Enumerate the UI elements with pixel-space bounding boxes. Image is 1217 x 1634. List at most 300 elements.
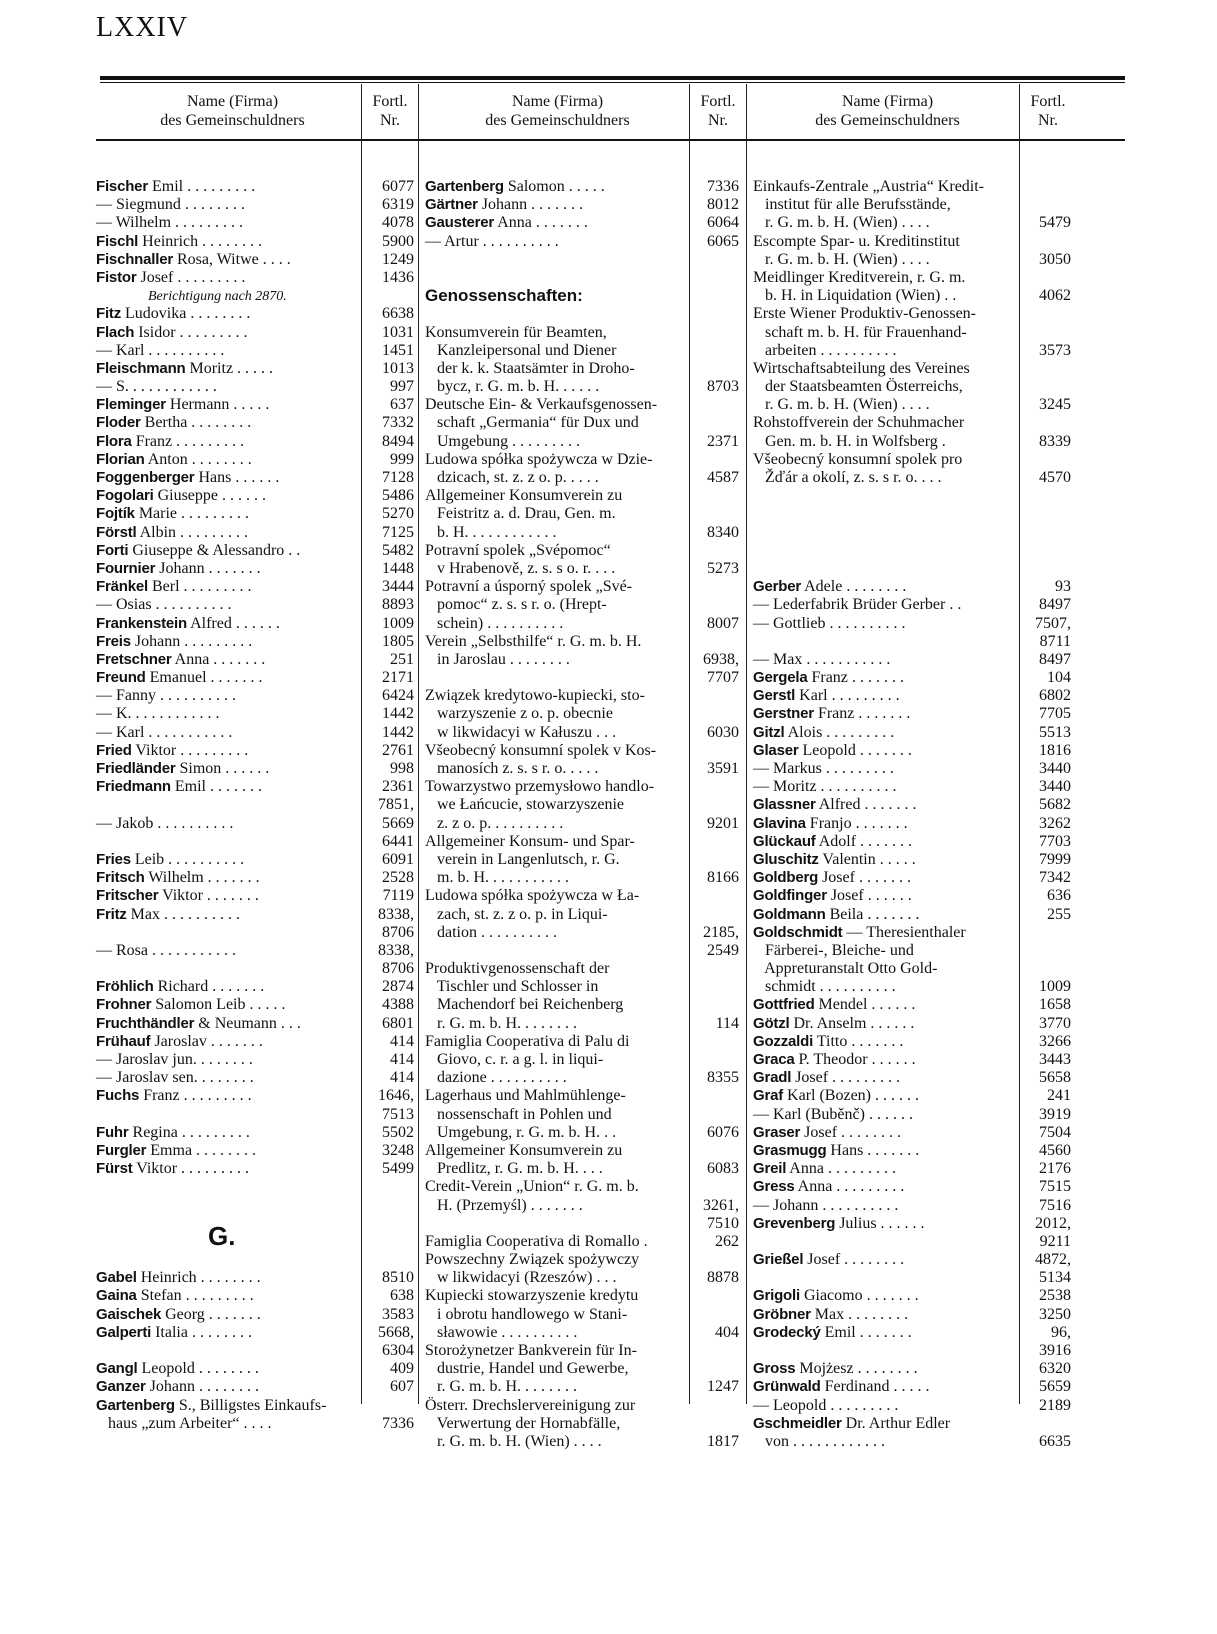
entry-name — [425, 833, 635, 851]
entry-text: Deutsche Ein- & Verkaufsgenossen- — [425, 396, 658, 414]
list-item — [753, 214, 1071, 232]
entry-name — [753, 269, 965, 287]
entry-number: 2176 — [1039, 1160, 1071, 1178]
entry-surname: Graf — [753, 1087, 784, 1105]
entry-number: 3440 — [1039, 778, 1071, 796]
column-divider — [746, 84, 747, 1404]
entry-name — [96, 996, 286, 1014]
entry-name — [425, 1142, 622, 1160]
entry-surname: Furgler — [96, 1141, 147, 1159]
entry-name — [96, 433, 244, 451]
header-name-line1: Name (Firma) — [511, 93, 604, 110]
entry-number: 8497 — [1039, 650, 1071, 668]
entry-text: Josef . . . . . . . . . — [136, 268, 246, 286]
list-item — [96, 469, 418, 487]
list-item — [753, 869, 1071, 887]
entry-name — [96, 378, 217, 396]
entry-number: 3261, — [703, 1196, 739, 1214]
list-item — [96, 996, 418, 1014]
entry-surname: Gluschitz — [753, 850, 819, 868]
entry-name — [753, 906, 919, 924]
entry-text: der Staatsbeamten Österreichs, — [753, 378, 963, 396]
entry-text: Josef . . . . . . . . — [800, 1123, 902, 1141]
list-item — [753, 1251, 1071, 1269]
entry-surname: Fröhlich — [96, 978, 154, 996]
entry-name — [753, 324, 967, 342]
list-item — [96, 796, 418, 814]
entry-name — [425, 978, 598, 996]
entry-text: dation . . . . . . . . . . — [425, 923, 557, 941]
list-item — [96, 433, 418, 451]
entry-text: Związek kredytowo-kupiecki, sto- — [425, 687, 645, 705]
entry-name — [96, 851, 244, 869]
entry-surname: Fitz — [96, 305, 122, 323]
entry-number: 5270 — [382, 505, 414, 523]
entry-name — [96, 742, 248, 760]
list-item — [753, 1342, 1071, 1360]
entry-number: 8703 — [707, 378, 739, 396]
entry-number: 7332 — [382, 414, 414, 432]
entry-text: — Karl (Buběnč) . . . . . . — [753, 1105, 913, 1123]
entry-name — [753, 378, 963, 396]
entry-name — [753, 833, 912, 851]
top-rule — [100, 76, 1125, 80]
entry-text: schaft m. b. H. für Frauenhand- — [753, 323, 967, 341]
entry-text: Kupiecki stowarzyszenie kredytu — [425, 1287, 639, 1305]
entry-number: 5668, — [378, 1323, 414, 1341]
entry-surname: Gangl — [96, 1360, 138, 1378]
list-item — [425, 1287, 743, 1305]
entry-name — [753, 414, 964, 432]
entry-number: 7336 — [707, 178, 739, 195]
entry-name — [753, 1287, 919, 1305]
list-item — [96, 196, 418, 214]
list-item — [425, 469, 743, 487]
entry-text: r. G. m. b. H. (Wien) . . . . — [753, 250, 930, 268]
entry-name — [753, 578, 906, 596]
entry-name — [96, 269, 245, 287]
entry-name — [425, 1106, 612, 1124]
entry-name — [753, 469, 942, 487]
entry-number: 8355 — [707, 1069, 739, 1087]
list-item — [425, 251, 743, 269]
list-item — [425, 342, 743, 360]
entry-name — [425, 1324, 577, 1342]
entry-number: 3250 — [1039, 1305, 1071, 1323]
entry-text: Salomon . . . . . — [503, 178, 605, 195]
entry-number: 998 — [390, 760, 414, 777]
entry-surname: Glavina — [753, 814, 806, 832]
entry-name — [753, 815, 908, 833]
entry-number: 2189 — [1039, 1396, 1071, 1414]
entry-text: Josef . . . . . . . . — [803, 1251, 905, 1269]
entry-number: 2761 — [382, 741, 414, 759]
entry-name — [96, 1287, 254, 1305]
entry-name — [96, 669, 263, 687]
entry-text: Žďár a okolí, z. s. s r. o. . . . — [753, 469, 942, 486]
list-item — [425, 1178, 743, 1196]
entry-name — [753, 669, 904, 687]
entry-name — [96, 542, 300, 560]
entry-number: 8711 — [1039, 632, 1071, 650]
entry-number: 1009 — [382, 614, 414, 632]
list-item — [425, 305, 743, 323]
entry-text: Anna . . . . . . . — [494, 214, 588, 232]
entry-name — [753, 1360, 918, 1378]
entry-surname: Grünwald — [753, 1378, 821, 1396]
entry-name — [753, 869, 911, 887]
list-item — [753, 978, 1071, 996]
entry-surname: Grießel — [753, 1251, 804, 1269]
entry-text: — Markus . . . . . . . . . — [753, 760, 894, 777]
entry-surname: Gerber — [753, 578, 801, 596]
list-item — [96, 869, 418, 887]
entry-text: Emma . . . . . . . . — [146, 1141, 257, 1159]
entry-number: 3583 — [382, 1305, 414, 1323]
entry-name — [96, 1324, 252, 1342]
entry-text: r. G. m. b. H. . . . . . . . — [425, 1014, 577, 1032]
entry-text: Dr. Arthur Edler — [841, 1414, 951, 1432]
entry-text: Stefan . . . . . . . . . — [136, 1287, 254, 1305]
entry-surname: Galperti — [96, 1323, 152, 1341]
entry-surname: Fistor — [96, 268, 137, 286]
list-item — [425, 869, 743, 887]
list-item — [753, 1124, 1071, 1142]
entry-text: — Leopold . . . . . . . . . — [753, 1396, 899, 1414]
entry-surname: Graser — [753, 1123, 801, 1141]
entry-name — [753, 1124, 901, 1142]
entry-number: 1436 — [382, 268, 414, 286]
entry-name — [96, 469, 279, 487]
entry-name — [753, 960, 937, 978]
entry-name — [753, 760, 894, 778]
entry-number: 9211 — [1039, 1232, 1071, 1250]
entry-text: — Rosa . . . . . . . . . . . — [96, 941, 236, 959]
entry-number: 7342 — [1039, 869, 1071, 887]
entry-text: der k. k. Staatsämter in Droho- — [425, 359, 635, 377]
entry-surname: Fleischmann — [96, 359, 186, 377]
entry-name — [753, 1415, 950, 1433]
entry-text: Famiglia Cooperativa di Palu di — [425, 1032, 630, 1050]
entry-text: von . . . . . . . . . . . . — [753, 1432, 885, 1450]
entry-name — [96, 524, 248, 542]
entry-number: 8007 — [707, 614, 739, 632]
entry-number: 3248 — [382, 1141, 414, 1159]
list-item — [96, 342, 418, 360]
entry-name — [96, 214, 243, 232]
entry-name — [96, 1069, 254, 1087]
entry-name — [425, 724, 616, 742]
list-item — [425, 196, 743, 214]
list-item — [425, 687, 743, 705]
entry-name — [753, 287, 956, 305]
list-item — [753, 178, 1071, 196]
entry-number: 7515 — [1039, 1178, 1071, 1196]
list-item — [425, 560, 743, 578]
list-item — [96, 1415, 418, 1433]
entry-text: m. b. H. . . . . . . . . . . — [425, 869, 569, 887]
entry-number: 1816 — [1039, 741, 1071, 759]
entry-text: Josef . . . . . . . . . — [791, 1069, 901, 1087]
entry-number: 638 — [390, 1287, 414, 1305]
list-item — [753, 287, 1071, 305]
entry-text: Anna . . . . . . . . . — [794, 1178, 905, 1196]
entry-number: 414 — [390, 1069, 414, 1087]
entry-text: Einkaufs-Zentrale „Austria“ Kredit- — [753, 178, 985, 195]
entry-name — [425, 1415, 620, 1433]
entry-name — [753, 360, 970, 378]
header-name-line2: des Gemeinschuldners — [160, 112, 305, 129]
entry-number: 96, — [1051, 1323, 1071, 1341]
entry-name — [96, 196, 245, 214]
entry-surname: Gradl — [753, 1069, 792, 1087]
entry-name — [753, 1033, 903, 1051]
list-item — [425, 578, 743, 596]
entry-number: 241 — [1047, 1087, 1071, 1105]
list-item — [425, 396, 743, 414]
entry-name — [96, 342, 224, 360]
entry-name — [425, 342, 616, 360]
list-item — [96, 214, 418, 232]
entry-surname: Glaser — [753, 741, 799, 759]
entry-text: Giuseppe & Alessandro . . — [128, 541, 301, 559]
entry-text: Predlitz, r. G. m. b. H. . . . — [425, 1160, 603, 1178]
entry-name — [425, 651, 570, 669]
entry-text: Feistritz a. d. Drau, Gen. m. — [425, 505, 616, 523]
entry-number: 5513 — [1039, 723, 1071, 741]
entry-text: Potravní a úsporný spolek „Své- — [425, 578, 633, 596]
entry-name — [753, 342, 897, 360]
entry-number: 3916 — [1039, 1342, 1071, 1359]
entry-name — [425, 1378, 577, 1396]
entry-name — [425, 596, 607, 614]
entry-surname: Fischer — [96, 178, 148, 195]
entry-text: Wirtschaftsabteilung des Vereines — [753, 359, 970, 377]
list-item — [425, 1342, 743, 1360]
entry-surname: Fuchs — [96, 1087, 140, 1105]
entry-text: Umgebung, r. G. m. b. H. . . — [425, 1123, 617, 1141]
entry-name — [425, 214, 588, 232]
entry-surname: Fleminger — [96, 396, 166, 414]
entry-name — [753, 251, 930, 269]
list-item — [425, 1233, 743, 1251]
entry-name — [96, 487, 266, 505]
list-item — [96, 633, 418, 651]
entry-name — [425, 360, 635, 378]
list-item — [96, 1160, 418, 1178]
entry-text: Salomon Leib . . . . . — [151, 996, 286, 1014]
list-item — [753, 1033, 1071, 1051]
entry-number: 6802 — [1039, 687, 1071, 705]
entry-surname: Fritsch — [96, 869, 145, 887]
entry-text: dzicach, st. z. z o. p. . . . . — [425, 469, 599, 486]
entry-text: Emil . . . . . . . — [170, 778, 262, 796]
list-item — [425, 360, 743, 378]
entry-number: 7507, — [1035, 614, 1071, 632]
entry-name — [425, 451, 652, 469]
entry-name — [753, 978, 896, 996]
entry-number: 3573 — [1039, 341, 1071, 359]
entry-number: 7705 — [1039, 705, 1071, 723]
correction-note — [148, 287, 287, 306]
entry-surname: Flora — [96, 432, 132, 450]
entry-text: Alois . . . . . . . . . — [784, 723, 895, 741]
entry-name — [753, 1397, 898, 1415]
entry-text: nossenschaft in Pohlen und — [425, 1105, 612, 1123]
entry-text: Storożynetzer Bankverein für In- — [425, 1342, 637, 1359]
list-item — [96, 760, 418, 778]
entry-text: Johann . . . . . . . — [155, 559, 261, 577]
entry-name — [753, 887, 912, 905]
entry-surname: Fuhr — [96, 1123, 129, 1141]
entry-surname: Fretschner — [96, 650, 172, 668]
list-item — [96, 360, 418, 378]
entry-surname: Goldmann — [753, 905, 826, 923]
entry-name — [96, 687, 236, 705]
entry-text: Johann . . . . . . . — [477, 196, 584, 214]
entry-name — [753, 433, 946, 451]
section-heading-text: Genossenschaften: — [425, 286, 583, 306]
entry-number: 9201 — [707, 814, 739, 832]
header-name — [110, 92, 355, 130]
entry-text: — Jaroslav sen. . . . . . . . — [96, 1069, 254, 1087]
list-item — [425, 178, 743, 196]
list-item — [96, 1106, 418, 1124]
list-item — [753, 505, 1071, 523]
entry-name — [425, 560, 615, 578]
header-nr — [690, 92, 746, 130]
entry-text: Allgemeiner Konsumverein zu — [425, 487, 623, 505]
entry-text: r. G. m. b. H. . . . . . . . — [425, 1378, 577, 1396]
list-item — [753, 796, 1071, 814]
entry-text: Mojżesz . . . . . . . . — [795, 1360, 918, 1378]
entry-surname: Gross — [753, 1360, 796, 1378]
entry-text: Escompte Spar- u. Kreditinstitut — [753, 232, 960, 250]
entry-number: 3591 — [707, 760, 739, 777]
list-item — [96, 1306, 418, 1324]
entry-number: 7510 — [707, 1214, 739, 1232]
entry-name — [425, 487, 622, 505]
entry-text: Allgemeiner Konsumverein zu — [425, 1141, 623, 1159]
entry-name — [96, 451, 252, 469]
entry-name — [753, 742, 912, 760]
list-item — [425, 1251, 743, 1269]
entry-name — [425, 705, 613, 723]
entry-number: 1451 — [382, 341, 414, 359]
entry-text: — Jaroslav jun. . . . . . . . — [96, 1051, 253, 1068]
entry-surname: Gaina — [96, 1287, 137, 1305]
entry-surname: Gartenberg — [425, 178, 504, 195]
list-item — [753, 1178, 1071, 1196]
list-item — [96, 1124, 418, 1142]
entry-text: z. z o. p. . . . . . . . . . — [425, 814, 564, 832]
entry-surname: Gärtner — [425, 196, 478, 214]
entry-name — [753, 1251, 904, 1269]
entry-text: Johann . . . . . . . . — [145, 1378, 259, 1396]
entry-surname: Gausterer — [425, 214, 495, 232]
list-item — [96, 487, 418, 505]
list-item — [753, 1160, 1071, 1178]
entry-number: 5659 — [1039, 1378, 1071, 1396]
entry-text: Hans . . . . . . — [194, 469, 280, 486]
entry-text: Karl . . . . . . . . . — [795, 687, 900, 705]
column-1-entries — [96, 178, 418, 1433]
entry-name — [96, 1015, 301, 1033]
entry-text: Viktor . . . . . . . . . — [131, 741, 249, 759]
list-item — [96, 924, 418, 942]
header-nr-line2: Nr. — [708, 112, 728, 129]
entry-name — [425, 524, 557, 542]
list-item — [425, 1360, 743, 1378]
entry-name — [753, 687, 900, 705]
entry-name — [753, 1106, 913, 1124]
header-name-line2: des Gemeinschuldners — [485, 112, 630, 129]
list-item — [96, 233, 418, 251]
entry-number: 3050 — [1039, 250, 1071, 268]
entry-text: Marie . . . . . . . . . — [134, 505, 250, 523]
entry-name — [425, 196, 583, 214]
list-item — [96, 906, 418, 924]
entry-number: 7999 — [1039, 850, 1071, 868]
entry-surname: Friedmann — [96, 778, 171, 796]
entry-text: Všeobecný konsumní spolek v Kos- — [425, 741, 657, 759]
entry-number: 2538 — [1039, 1287, 1071, 1305]
header-name — [430, 92, 685, 130]
list-item — [753, 342, 1071, 360]
entry-number: 4078 — [382, 214, 414, 232]
list-item — [753, 1051, 1071, 1069]
entry-number: 1805 — [382, 632, 414, 650]
entry-surname: Gress — [753, 1178, 795, 1196]
entry-name — [753, 1087, 919, 1105]
entry-number: 6424 — [382, 687, 414, 705]
entry-text: Franjo . . . . . . . — [805, 814, 908, 832]
list-item — [425, 1306, 743, 1324]
entry-number: 3444 — [382, 578, 414, 596]
entry-text: Rohstoffverein der Schuhmacher — [753, 414, 965, 432]
list-item — [425, 760, 743, 778]
entry-surname: Fruchthändler — [96, 1014, 195, 1032]
entry-number: 7703 — [1039, 832, 1071, 850]
entry-name — [753, 178, 984, 196]
entry-surname: Fischnaller — [96, 250, 173, 268]
entry-name — [753, 996, 915, 1014]
list-item — [96, 1051, 418, 1069]
entry-surname: Forti — [96, 541, 129, 559]
list-item — [96, 1015, 418, 1033]
list-item — [753, 960, 1071, 978]
entry-text: Josef . . . . . . . — [818, 869, 911, 887]
entry-text: — Wilhelm . . . . . . . . . — [96, 214, 244, 232]
entry-number: 8166 — [707, 869, 739, 887]
entry-text: Julius . . . . . . — [835, 1214, 925, 1232]
entry-number: 2874 — [382, 978, 414, 996]
entry-surname: Fojtík — [96, 505, 135, 523]
entry-text: institut für alle Berufsstände, — [753, 196, 951, 214]
entry-text: Franz . . . . . . . . . — [139, 1087, 252, 1105]
list-item — [753, 560, 1071, 578]
entry-surname: Fries — [96, 850, 131, 868]
entry-text: pomoc“ z. s. s r. o. (Hrept- — [425, 596, 607, 614]
list-item — [425, 287, 743, 305]
list-item — [753, 1397, 1071, 1415]
entry-text: Emanuel . . . . . . . — [145, 669, 263, 687]
entry-name — [753, 705, 910, 723]
list-item — [96, 1378, 418, 1396]
entry-surname: Gaischek — [96, 1305, 162, 1323]
entry-number: 6065 — [707, 232, 739, 250]
entry-surname: Friedländer — [96, 760, 176, 777]
